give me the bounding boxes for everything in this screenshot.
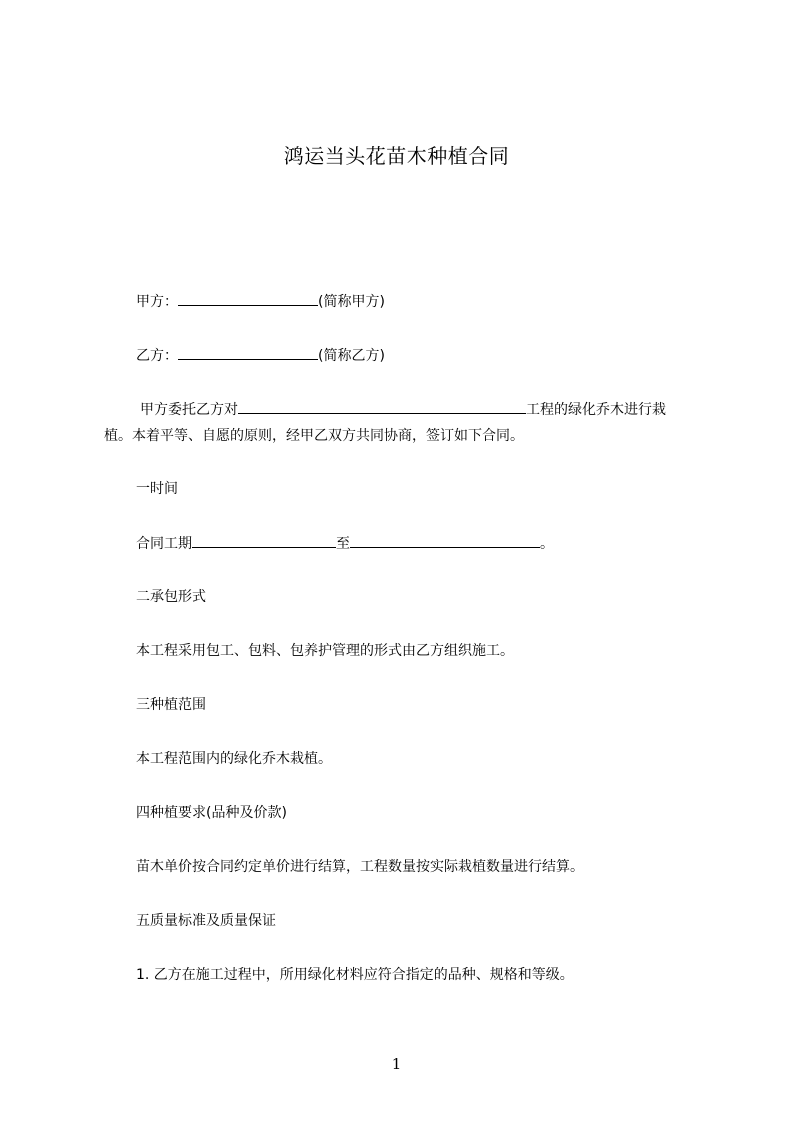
contract-term-line: [136, 533, 554, 554]
party-a-blank: [178, 291, 318, 306]
section-3-body: 本工程范围内的绿化乔木栽植。: [136, 751, 332, 767]
party-a-label: 甲方：: [136, 294, 178, 310]
section-1-heading: 一时间: [136, 481, 178, 497]
intro-line-1: [140, 399, 666, 420]
term-middle: 至: [336, 536, 350, 552]
section-4-heading: 四种植要求(品种及价款): [136, 805, 287, 821]
party-a-line: [136, 291, 385, 312]
term-label: 合同工期: [136, 536, 192, 552]
term-end-punct: 。: [540, 536, 554, 552]
party-b-blank: [178, 345, 318, 360]
page-number: 1: [391, 1055, 402, 1073]
intro-line-2: 植。本着平等、自愿的原则，经甲乙双方共同协商，签订如下合同。: [104, 428, 524, 444]
party-a-suffix: (简称甲方): [318, 294, 385, 310]
section-5-heading: 五质量标准及质量保证: [136, 913, 276, 929]
intro-lead: 甲方委托乙方对: [140, 402, 238, 418]
section-2-heading: 二承包形式: [136, 589, 206, 605]
intro-tail: 工程的绿化乔木进行栽: [526, 402, 666, 418]
document-title: 鸿运当头花苗木种植合同: [283, 144, 510, 168]
section-4-body: 苗木单价按合同约定单价进行结算，工程数量按实际栽植数量进行结算。: [136, 859, 584, 875]
party-b-suffix: (简称乙方): [318, 348, 385, 364]
section-3-heading: 三种植范围: [136, 697, 206, 713]
party-b-line: [136, 345, 385, 366]
section-5-item-1: 1. 乙方在施工过程中，所用绿化材料应符合指定的品种、规格和等级。: [136, 967, 574, 983]
term-start-blank: [192, 533, 336, 548]
section-2-body: 本工程采用包工、包料、包养护管理的形式由乙方组织施工。: [136, 643, 514, 659]
project-name-blank: [238, 399, 526, 414]
party-b-label: 乙方：: [136, 348, 178, 364]
term-end-blank: [350, 533, 540, 548]
